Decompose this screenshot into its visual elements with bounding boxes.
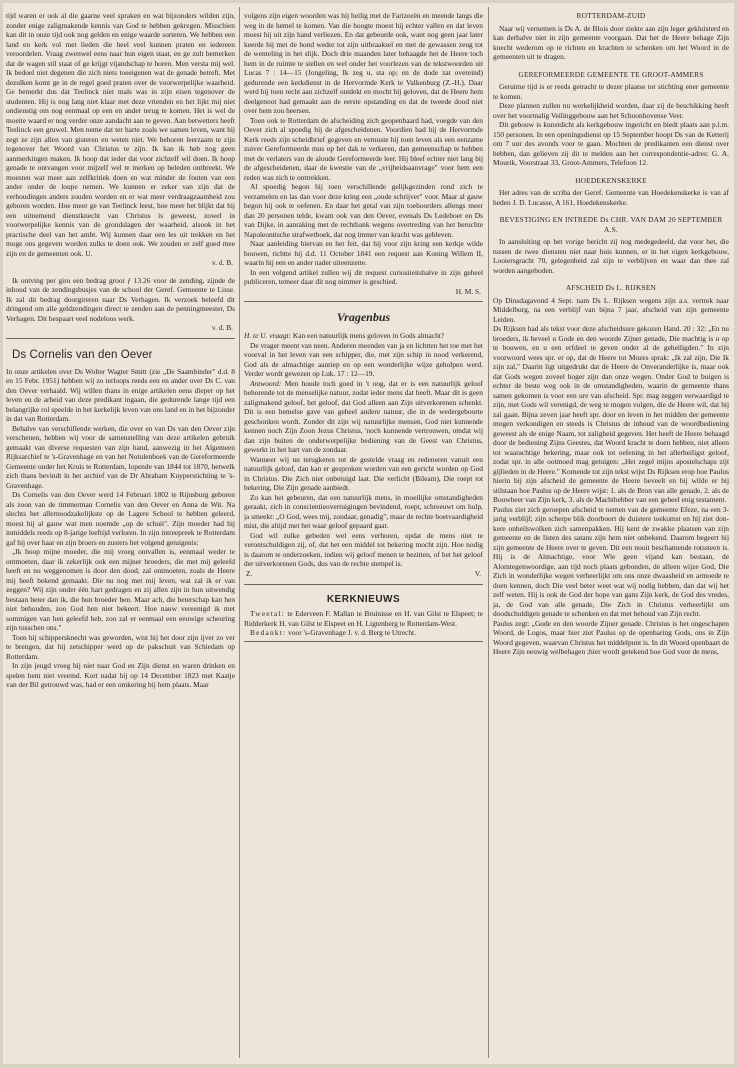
vragenbus-signatures bbox=[246, 569, 481, 579]
kerknieuws-heading: KERKNIEUWS bbox=[326, 594, 401, 605]
column-rule bbox=[488, 7, 489, 1058]
section-title: GEREFORMEERDE GEMEENTE TE GROOT-AMMERS bbox=[518, 69, 704, 79]
paragraph: Het adres van de scriba der Geref. Gemeente van Hoedekenskerke is van af heden J. D. Lucasse, A 161, Hoedekenskerke. bbox=[493, 188, 729, 207]
newspaper-page bbox=[3, 3, 734, 1064]
divider bbox=[6, 338, 235, 339]
item-label: Bedankt: bbox=[250, 628, 287, 637]
divider bbox=[244, 301, 483, 302]
paragraph: God wil zulke gebeden wel eens verhoren, opdat de mens niet te verontschuldigen zij, of, dat het een middel tot bekering mocht zijn. Hoe nodig is daarom te onderzoeken, indien wij geloof menen te bezitten, of het het geloof der uitverkorenen Gods, dus van de rechte stempel is. bbox=[244, 530, 483, 568]
article-continuation-text: tijd waren er ook al die gaarne veel spraken en wat bijzonders wilden zijn, zonder enige zaligmakende kennis van God te hebben gekregen. Misschien kan dit in onze tijd ook nog gelden en enige waarde sorteren. We hebben een land en kerk vol met lieden die heel veel kunnen praten en iedereen veroordelen. Vraag zwenwel eens naar hun eigen staat, en ge zult bemerken dat de wagen stil staat of ge krijgt vijandschap te horen. Men versta mij wel. Ik bedoel niet degenen die zich niets toeeigenen wat de genade betreft. Met dezulken komt ge in de regel goed praten over de voorwerpelijke waarheid. Ge bemerkt dus dat Teelinck niet mals was in zijn eisen tegenover de studenten. Hij is nog lang niet klaar met deze vrienden en het lijkt mij niet ondienstig om nog eenmaal op een en ander terug te komen. Het is wel de moeite waard er nog verder onze aandacht aan te geven. Aan betwetters heeft Teelinck een gruwel. Men neme dat ter harte zoals we samen leven, want hij zegt ze zijn allen van gisteren en weten niet. We behoren leerzaam te zijn tegenover het Woord van Christus te zijn. Ik kan ik heb nog geen aanmerkingen maken. Ik hoop dat ieder dat voor zichzelf wil doen. Ik hoop genade te ontvangen voor mijzelf wel te merken op beleden ontbreekt. We moesten wat meer aan zelfkritiek doen en wat minder de fouten van een ander onder de loupe nemen. We kunnen er zeker van zijn dat de verhoudingen anders zouden worden en er wat meer verdraagzaamheid zou geboren worden. Hoe meer ge van Teelinck leest, hoe meer het blijkt dat hij een uitnemend dienstknecht van Christus is geweest, zowel in voorwerpelijke kennis van de grondslagen der waarheid, alsook in het practische deel van het ambt. Wij kunnen daar een les uit trekken en het moge ons gegeven worden zulks te doen ook. We zouden er zelf goed mee zijn en de gemeenten ook. U. bbox=[6, 11, 235, 258]
signature: v. d. B. bbox=[211, 323, 233, 332]
section-title: ROTTERDAM-ZUID bbox=[576, 11, 646, 20]
signature: v. d. B. bbox=[211, 258, 233, 267]
item-text: voor 's-Gravenhage J. v. d. Berg te Utrecht. bbox=[288, 628, 416, 637]
paragraph: Ds Rijksen had als tekst voor deze afscheidsure gekozen Hand. 20 : 32: „En nu broeders, ik beveel u Gode en den woorde Zijner genade, Die machtig is u op te bouwen, en u een erfdeel te geven onder al de geheiligden." In zijn voorwoord wees spr. er op, dat de Heere tot Mozes sprak: „Ik zal zijn, Die Ik zijn zal," Daarin ligt uitgedrukt dat de Heere de Onveranderlijke is, maar ook dat Gods wegen zoveel hoger zijn dan onze wegen. Onder God te buigen is echter de beste weg ook in de omstandigheden, waarin de gemeente thans samen gekomen is voor een ure van afscheid. Spr. mag zeggen verwaardigd te zijn, met Gods wil verenigd, de weg te mogen volgen, die de Heere wil, dat hij zal gaan. Bijna zeven jaar heeft spr. door en leven in het midden der gemeente mogen verkondigen en steeds is Christus de inhoud van de woordbediening geweest als de enige Naam, tot zaligheid gegeven. Het heeft de Heere behaagd door de bediening Zijns Geestes, dat Woord kracht te doen hebben, niet alleen tot waarachtige bekering, maar ook tot oefening in het allerheiligst geloof, zodat spr. in alle ootmoed mag getuigen: „Het zegel mijns apostelschaps zijt gijlieden in de Heere." Komende tot zijn tekst wijst Ds Rijksen erop hoe Paulus hierin bij zijn afscheid de gemeente de Heere beveelt en bij wilde er bij stilstaan hoe Paulus op de Heere wijst: 1. als de Bron van alle genade, 2. als de Bouwheer van Zijn kerk, 3. als de Machthebber van een geheel enig testament. bbox=[493, 324, 729, 504]
paragraph: In een volgend artikel zullen wij dit request curiositeitshalve in zijn geheel publiceren, temeer daar dit nog nimmer is geschied. bbox=[244, 267, 483, 286]
article-heading: Ds Cornelis van den Oever bbox=[12, 348, 153, 361]
question-label: H. te U. vraagt: bbox=[244, 331, 292, 340]
column-middle bbox=[244, 11, 483, 1058]
signature-left: Z. bbox=[246, 568, 253, 578]
column-left bbox=[6, 11, 235, 1058]
paragraph: Naar wij vernemen is Ds A. de Blois door ziekte aan zijn leger gekluisterd en kan derhalve niet in zijn gemeente voorgaan. Dat het de Heere behage Zijn knecht wederom op te richten en krachten te schenken om het Woord in de gemeenten uit te dragen. bbox=[493, 23, 729, 61]
signature-right: V. bbox=[474, 568, 481, 578]
paragraph: De vrager meent van neen. Anderen meenden van ja en lichtten het toe met het voorval in het leven van een schipper, die, met zijn schip in nood verkerend, God als de almachtige aanriep en op een wonderlijke wijze geholpen werd. Verder wordt gewezen op Luk. 17 : 12—19. bbox=[244, 340, 483, 378]
paragraph: Op Dinsdagavond 4 Sept. nam Ds L. Rijksen wegens zijn a.s. vertrek naar Middelburg, na een verblijf van bijna 7 jaar, afscheid van zijn gemeente Leiden. bbox=[493, 295, 729, 324]
paragraph: Behalve van verschillende werken, die over en van Ds van den Oever zijn verschenen, hebben wij voor de samenstelling van deze artikelen gebruik gemaakt van diverse requesten van zijn hand, aanwezig in het Algemeen Rijksarchief te 's-Gravenhage en van het Notulenboek van de Gereformeerde Gemeente onder het Kruis te Rotterdam, lopende van 1844 tot 1870, hetwelk zich thans bevindt in het archief van de Dr Abraham Kuyperstichting te 's-Gravenhage. bbox=[6, 423, 235, 490]
paragraph: Zo kan het gebeuren, dat een natuurlijk mens, in moeilijke omstandigheden geraakt, zich in conscientieovertuigingen bevindend, roept, schreeuwt om hulp, ja smeekt: „O God, wees mij, zondaar, genadig", maar de rechte boetvaardigheid mist, die altijd met het waar geloof gepaard gaat. bbox=[244, 492, 483, 530]
giro-note-text: Ik ontving per giro een bedrag groot ƒ 13.26 voor de zending, zijnde de inhoud van de zendingsbusjes van de school der Geref. Gemeente te Lisse. Ik zal dit bedrag doorgireren naar Ds Verhagen. Ik verzoek beleefd dit dringend om alle geldzendingen direct te zenden aan de penningmeester, Ds Verhagen. Dit bespaart veel nodeloos werk. bbox=[6, 275, 235, 323]
question-paragraph bbox=[244, 331, 483, 341]
paragraph: Paulus zegt: „Gode en den woorde Zijner genade. Christus is het ongeschapen Woord, de Logos, maar hier ziet Paulus op de openbaring Gods, ons in Zijn Woord gegeven, waarvan Christus het middelpunt is. In dit Woord openbaart de Heere Zijn eeuwig welbehagen ;hier wordt getekend hoe God voor de mens, bbox=[493, 618, 729, 656]
signature: H. M. S. bbox=[455, 286, 481, 296]
section-title: HOEDEKENSKERKE bbox=[575, 175, 647, 185]
paragraph: Toen ook te Rotterdam de afscheiding zich geopenbaard had, voegde van den Oever zich al spoedig bij de afgescheidenen. Voordien had hij de Hervormde Kerk reeds zijn scheidbrief gegeven en vernuste hij toen leven als een eenzame zuiver Gereformeerde mus op het dak te verkeren, dan gemeenschap te hebben met de verlaters van de aloude Gereformeerde leer. Hij bleef echter niet lang bij de afgescheidenen, daar de kwestie van de „vrijheidsaanvrage" voor hem een reden was zich te onttrekken. bbox=[244, 115, 483, 182]
kerknieuws-item bbox=[244, 609, 483, 628]
kerknieuws-box bbox=[244, 584, 483, 642]
paragraph: Naar aanleiding hiervan en het feit, dat hij voor zijn kring een kerkje wilde bouwen, richtte hij d.d. 11 October 1841 een request aan Koning Willem II, waarin hij een en ander nader uiteenzette. bbox=[244, 239, 483, 267]
item-label: Tweetal: bbox=[250, 609, 285, 618]
section-title: BEVESTIGING EN INTREDE Ds CHR. VAN DAM 20 SEPTEMBER A.S. bbox=[499, 215, 723, 234]
section-title: AFSCHEID Ds L. RIJKSEN bbox=[565, 283, 657, 292]
question-text: Kan een natuurlijk mens geloven in Gods almacht? bbox=[292, 331, 445, 340]
paragraph: volgens zijn eigen woorden was hij heilig met de Farizeeën en meende langs die weg in de hemel te komen. Van die hoogte moest hij echter vallen en dat leven moest hij uit zijn hand verliezen. En dat gebeurde ook, want nog geen jaar later keerde hij met de hond weder tot zijn uitbraaksel en met de gewassen zeug tot de wenteling in het slijk. Doch drie maanden later behaagde het de Heere toch hem in de ruimte te stellen en wel onder het voorlezen van de tekstwoorden uit Lucas 7 : 14—15 (Jongeling, Ik zeg u, sta op; en de dode zat overeind) gedurende een kerkdienst in de Hervormde Kerk te Valkenburg (Z.-H.). Daar werd hij toen recht aan zichzelf ontdekt en mocht hij geloven, dat de Heere hem deelgenoot had gemaakt aan de eerste opstanding en dat de tweede dood niet over hem zou heersen. bbox=[244, 11, 483, 115]
paragraph: Al spoedig begon hij toen verschillende gelijkgezinden rond zich te verzamelen en las dan voor deze kring een „oude schrijver" voor. Maar al gauw begon hij ook te oefenen. En daar het getal van zijn toehoorders allengs meer dan 20 personen telde, kwam ook van den Oever, evenals Ds Ledeboer en Ds van Dijke, in aanraking met de rechtbank wegens overtreding van het beruchte Napoleontische strafwetboek, dat nog immer van kracht was gebleven. bbox=[244, 182, 483, 239]
paragraph: Toen hij schippersknecht was geworden, wist hij het door zijn ijver zo ver te brengen, dat hij zetschipper werd op de pakschuit van Schiedam op Rotterdam. bbox=[6, 632, 235, 661]
paragraph: In onze artikelen over Ds Wolter Wagter Smitt (zie „De Saambinder" d.d. 8 en 15 Febr. 1951) hebben wij zo terloops reeds een en ander over Ds C. van den Oever verhaald. Wij willen thans in enige artikelen eens dieper op het leven en de arbeid van deze predikant ingaan, die gedurende lange tijd een belangrijke rol speelde in het kerkelijk leven van ons land en in het bijzonder in dat van Rotterdam. bbox=[6, 366, 235, 423]
answer-text: Men houde toch goed in 't oog, dat er is een natuurlijk geloof behorende tot de menselijke natuur, zodat ieder mens dat heeft. Maar dit is geen zaligmakend geloof, het geloof, dat God alleen aan Zijn uitverkorenen schenkt. Dit is een hemelse gave van geheel andere natuur, die in de wedergeboorte geschonken wordt. Zonder dit zijn wij natuurlijke mensen, God niet kunnende kennen noch Zijn Zoon Jezus Christus, 'noch kunnende vertrouwen, omdat wij dan zijn buiten de onderwerpelijke bediening van de Geest van Christus, gewerkt in het hart van de zondaar. bbox=[244, 378, 483, 454]
paragraph: Dit gebouw is kunstdicht als kerkgebouw ingericht en biedt plaats aan p.l.m. 150 personen. In een openingsdienst op 15 September hoopt Ds van de Ketterij om 7 uur des avonds voor te gaan. Mochten de predikanten een dienst over hebben, dan gelieven zij dit te melden aan het correspondentie-adres: G. A. Mourik, Voorstraat 33, Groot-Ammers, Telefoon 12. bbox=[493, 120, 729, 167]
paragraph: In zijn jeugd vroeg hij niet naar God en Zijn dienst en waren drinken en spelen hem niet vreemd. Kort nadat hij op 14 December 1823 met Kaatje van der Bil getrouwd was, had er een omkering bij hem plaats. Maar bbox=[6, 661, 235, 689]
column-rule bbox=[239, 7, 240, 1058]
paragraph: Ds Cornelis van den Oever werd 14 Februari 1802 te Rijnsburg geboren als zoon van de timmerman Cornelis van den Oever en Anna de Wit. Na slechts het allernoodzakelijkste op de Lagere School te hebben geleerd, moest hij al gauw wat men noemde „op de schuit". Zijn moeder had hij inmiddels reeds op 8-jarige leeftijd verloren. In zijn intreepreek te Rotterdam gaf hij over haar en zijn broers en zusters het volgend getuigenis: bbox=[6, 490, 235, 547]
paragraph: Deze plannen zullen nu werkelijkheid worden, daar zij de beschikking heeft over het voormalig Veilinggebouw aan het Schoonhovense Veer. bbox=[493, 101, 729, 120]
paragraph: „Ik hoop mijne moeder, die mij vroeg ontvallen is, eenmaal weder te ontmoeten, daar ik zekerlijk ook een mijner broeders, die met mij geleefd heeft en nu weggenomen is door den dood, zal ontmoeten, zoals de Heere mij heeft bekend gemaakt. Die nu nog met mij leven, wat zal ik er van zeggen? Wij zijn onder één hart gedragen en zij allen zijn in hun uitwendig bestaan beter dan ik, die hun broeder ben. Maar ach, die beterschap kan hen niet behouden, zoo God hen niet bekeert. Hoe nauw vereenigd ik met sommigen van hen geleefd heb, zoo zal er eenmaal een eeuwige scheuring zijn tusschen ons." bbox=[6, 547, 235, 632]
answer-label: Antwoord: bbox=[250, 378, 282, 388]
paragraph: Wanneer wij nu terugkeren tot de gestelde vraag en redeneren vanuit een natuurlijk geloof, dan kan er gesproken worden van een gericht worden op God in Christus. Die Zich niet onbetuigd laat. Die verlicht (Bileam), Die roept tot bekering, Die Zijn genade aanbiedt. bbox=[244, 454, 483, 492]
column-right bbox=[493, 11, 729, 1058]
paragraph: Paulus ziet zich geroepen afscheid te nemen van de gemeente Efeze, na een 3-jarig verblijf; zijn scherpe blik doorboort de duistere toekomst en hij ziet donkere onheilswolken zich samenpakken. Hij kent de zwakke plaatsen van zijn gemeente en de listen des satans zijn hem niet onbekend. Daarom begeert hij zijn gemeente de Heere over te geven. Dit een nooit beschamende rotssteen is. Hij is de Almachtige, voor Wie geen vijand kan bestaan, de Alomtegenwoordige, aan tijd noch plaats gebonden, de alleen wijze God, Die Zich in wonderlijke wegen verheerlijkt om ons onze dwaasheid en armoede te doen kennen, doch Die veel beter weet wat wij nodig hebben, dan dat wij het zelf weten. Hij is ook de God der hope van gans Zijn kerk, de God des vredes, ja, de God van alle genade, Die Zich in Christus verheerlijkt om doodschuldigen genade te schenken en dat met behoud van Zijn recht. bbox=[493, 504, 729, 618]
paragraph: Geruime tijd is er reeds getracht te dezer plaatse tot stichting ener gemeente te komen. bbox=[493, 82, 729, 101]
vragenbus-heading: Vragenbus bbox=[336, 310, 391, 324]
item-text: te Ederveen F. Mallan te Bruinisse en H. van Gilst te Elspeet; te Ridderkerk H. van Gilst te Elspeet en H. Ligtenberg te Rotterdam-West. bbox=[244, 609, 483, 628]
kerknieuws-item bbox=[244, 628, 483, 638]
paragraph: In aansluiting op het vorige bericht zij nog medegedeeld, dat voor het, die tussen de twee diensten niet naar huis kunnen, er in het eigen kerkgebouw, Looiersgracht 70, gelegenheid zal zijn te verblijven en waar dan thee zal worden aangeboden. bbox=[493, 237, 729, 275]
answer-paragraph bbox=[244, 379, 483, 455]
